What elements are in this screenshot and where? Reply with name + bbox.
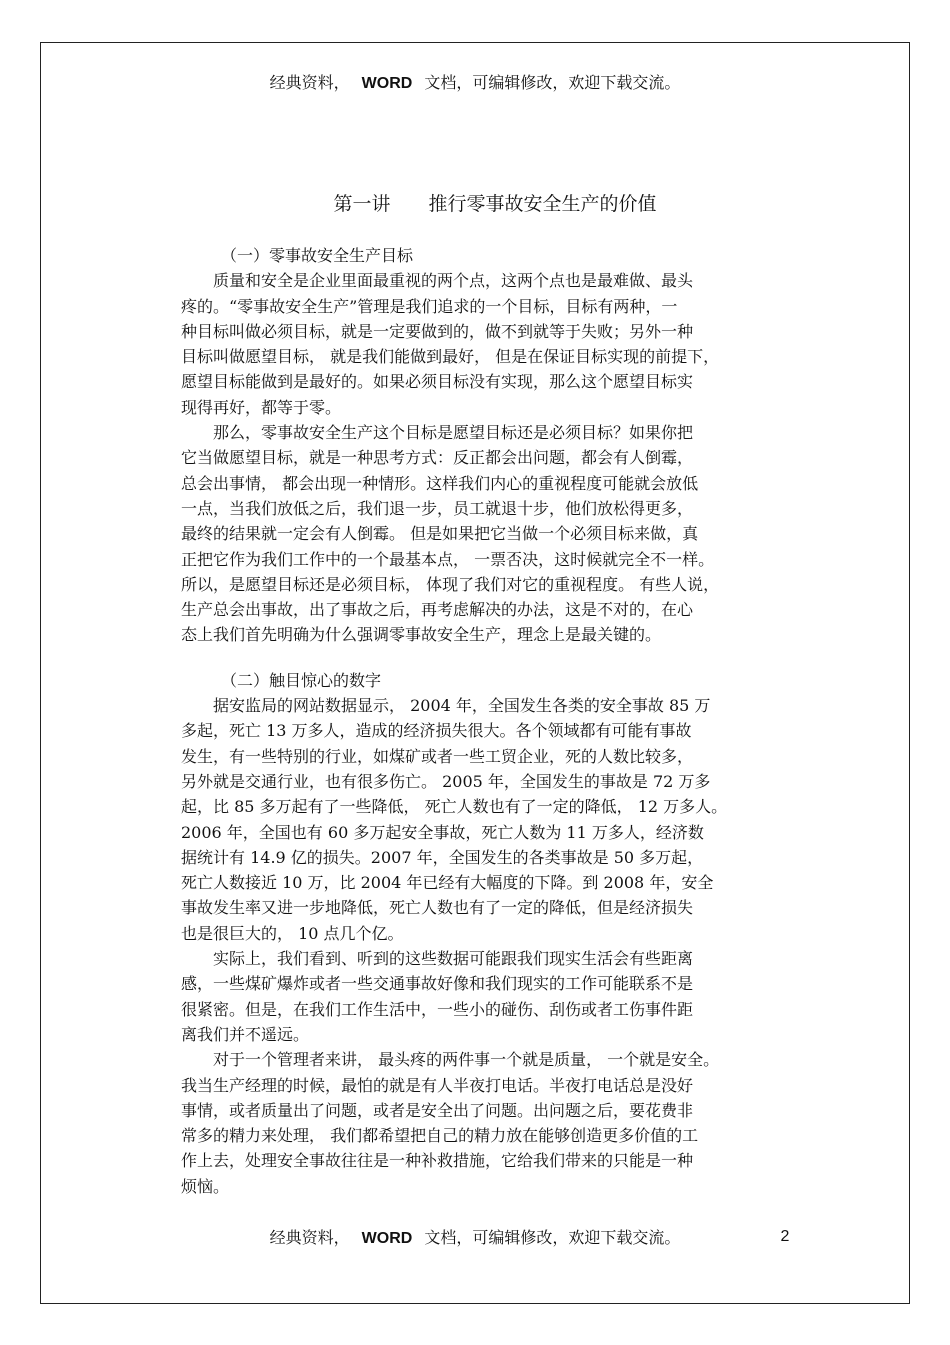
paragraph-line: 据安监局的网站数据显示， 2004 年，全国发生各类的安全事故 85 万 (213, 696, 711, 716)
paragraph-line: 现得再好，都等于零。 (181, 397, 342, 417)
paragraph-line: 另外就是交通行业，也有很多伤亡。 2005 年，全国发生的事故是 72 万多 (181, 771, 711, 791)
paragraph-line: 很紧密。但是，在我们工作生活中，一些小的碰伤、刮伤或者工伤事件距 (181, 999, 694, 1019)
page-number: 2 (780, 1228, 790, 1245)
paragraph-line: 感，一些煤矿爆炸或者一些交通事故好像和我们现实的工作可能联系不是 (181, 974, 694, 994)
footer-word: WORD (361, 1230, 413, 1247)
paragraph-line: 离我们并不遥远。 (181, 1024, 310, 1044)
paragraph-line: 起，比 85 多万起有了一些降低， 死亡人数也有了一定的降低， 12 万多人。 (181, 797, 728, 817)
paragraph-line: 最终的结果就一定会有人倒霉。 但是如果把它当做一个必须目标来做，真 (181, 524, 699, 544)
paragraph-line: 总会出事情， 都会出现一种情形。这样我们内心的重视程度可能就会放低 (181, 473, 699, 493)
document-body (181, 243, 793, 1199)
paragraph-line: 态上我们首先明确为什么强调零事故安全生产，理念上是最关键的。 (181, 625, 662, 645)
paragraph-line: 种目标叫做必须目标，就是一定要做到的，做不到就等于失败；另外一种 (181, 321, 694, 341)
section-heading: （二）触目惊心的数字 (221, 670, 382, 690)
paragraph-line: 所以，是愿望目标还是必须目标， 体现了我们对它的重视程度。 有些人说， (181, 574, 720, 594)
paragraph-line: 生产总会出事故，出了事故之后，再考虑解决的办法，这是不对的，在心 (181, 600, 694, 620)
paragraph-line: 质量和安全是企业里面最重视的两个点，这两个点也是最难做、最头 (213, 271, 694, 291)
footer-text-1: 经典资料， (269, 1228, 350, 1247)
paragraph-line: 事故发生率又进一步地降低，死亡人数也有了一定的降低，但是经济损失 (181, 898, 694, 918)
paragraph-line: 一点，当我们放低之后，我们退一步，员工就退十步，他们放松得更多， (181, 498, 694, 518)
paragraph-line: 它当做愿望目标，就是一种思考方式：反正都会出问题，都会有人倒霉， (181, 448, 694, 468)
paragraph-line: 据统计有 14.9 亿的损失。2007 年，全国发生的各类事故是 50 多万起， (181, 847, 704, 867)
paragraph-line: 常多的精力来处理， 我们都希望把自己的精力放在能够创造更多价值的工 (181, 1126, 699, 1146)
paragraph-line: 实际上，我们看到、听到的这些数据可能跟我们现实生活会有些距离 (213, 949, 694, 969)
lecture-title: 推行零事故安全生产的价值 (428, 193, 657, 215)
header-text-2: 文档，可编辑修改，欢迎下载交流。 (424, 73, 681, 92)
paragraph-line: 正把它作为我们工作中的一个最基本点， 一票否决，这时候就完全不一样。 (181, 549, 715, 569)
paragraph-line: 事情，或者质量出了问题，或者是安全出了问题。出问题之后，要花费非 (181, 1100, 694, 1120)
header-word: WORD (361, 75, 413, 92)
paragraph-line: 2006 年，全国也有 60 多万起安全事故，死亡人数为 11 万多人，经济数 (181, 822, 704, 842)
paragraph-line: 发生，有一些特别的行业，如煤矿或者一些工贸企业，死的人数比较多， (181, 746, 694, 766)
paragraph-line: 疼的。“零事故安全生产”管理是我们追求的一个目标，目标有两种，一 (181, 296, 678, 316)
lecture-number: 第一讲 (333, 193, 391, 215)
paragraph-line: 目标叫做愿望目标， 就是我们能做到最好， 但是在保证目标实现的前提下， (181, 347, 720, 367)
paragraph-line: 愿望目标能做到是最好的。如果必须目标没有实现，那么这个愿望目标实 (181, 372, 694, 392)
paragraph-line: 我当生产经理的时候，最怕的就是有人半夜打电话。半夜打电话总是没好 (181, 1075, 694, 1095)
section-spacer (181, 648, 793, 668)
paragraph-line: 烦恼。 (181, 1176, 230, 1196)
paragraph-line: 也是很巨大的， 10 点几个亿。 (181, 923, 404, 943)
paragraph-line: 那么，零事故安全生产这个目标是愿望目标还是必须目标？如果你把 (213, 423, 694, 443)
paragraph-line: 死亡人数接近 10 万，比 2004 年已经有大幅度的下降。到 2008 年，安全 (181, 873, 714, 893)
paragraph-line: 作上去，处理安全事故往往是一种补救措施，它给我们带来的只能是一种 (181, 1151, 694, 1171)
section-heading: （一）零事故安全生产目标 (221, 246, 414, 265)
paragraph-line: 对于一个管理者来讲， 最头疼的两件事一个就是质量， 一个就是安全。 (213, 1050, 720, 1070)
footer-text-2: 文档，可编辑修改，欢迎下载交流。 (424, 1228, 681, 1247)
paragraph-line: 多起，死亡 13 万多人，造成的经济损失很大。各个领域都有可能有事故 (181, 721, 692, 741)
page-header (0, 73, 950, 94)
page-title (0, 190, 950, 216)
page-footer (0, 1228, 950, 1249)
header-text-1: 经典资料， (269, 73, 350, 92)
